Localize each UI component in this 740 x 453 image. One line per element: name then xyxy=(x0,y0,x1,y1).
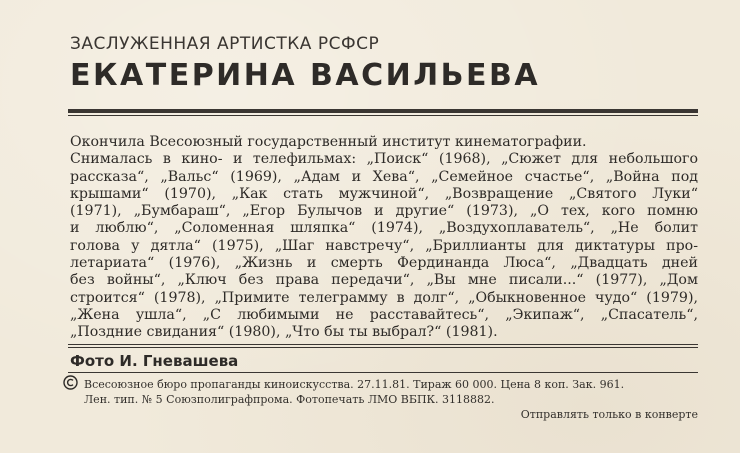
honorary-title: ЗАСЛУЖЕННАЯ АРТИСТКА РСФСР xyxy=(70,34,380,54)
bio-line: Окончила Всесоюзный государственный институт кинематографии. xyxy=(70,134,587,150)
bio-line: и люблю“, „Соломенная шляпка“ (1974), „Воздухоплаватель“, „Не болит xyxy=(70,220,698,237)
imprint-line-printer: Лен. тип. № 5 Союзполиграфпрома. Фотопечать ЛМО ВБПК. 3118882. xyxy=(84,393,495,406)
imprint-line-publisher: Всесоюзное бюро пропаганды киноискусства. 27.11.81. Тираж 60 000. Цена 8 коп. Зак. 961. xyxy=(84,378,625,391)
divider-lower-a xyxy=(68,344,698,345)
bio-line: „Жена ушла“, „С любимыми не расставайтесь“, „Экипаж“, „Спасатель“, xyxy=(70,306,698,323)
divider-thin xyxy=(68,115,698,116)
bio-line: голова у дятла“ (1975), „Шаг навстречу“, „Бриллианты для диктатуры про- xyxy=(70,237,698,254)
bio-line: (1971), „Бумбараш“, „Егор Булычов и другие“ (1973), „О тех, кого помню xyxy=(70,203,698,220)
divider-imprint xyxy=(68,372,698,373)
bio-line: рассказа“, „Вальс“ (1969), „Адам и Хева“, „Семейное счастье“, „Война под xyxy=(70,168,698,185)
divider-lower-b xyxy=(68,347,698,348)
biography xyxy=(70,134,698,342)
bio-line: „Поздние свидания“ (1980), „Что бы ты выбрал?“ (1981). xyxy=(70,324,498,341)
bio-line: Снималась в кино- и телефильмах: „Поиск“ (1968), „Сюжет для небольшого xyxy=(70,151,698,168)
copyright-icon xyxy=(63,375,78,390)
bio-line: строится“ (1978), „Примите телеграмму в долг“, „Обыкновенное чудо“ (1979), xyxy=(70,289,698,306)
bio-line: летариата“ (1976), „Жизнь и смерть Фердинанда Люса“, „Двадцать дней xyxy=(70,255,698,272)
divider-thick xyxy=(68,109,698,113)
photo-credit: Фото И. Гневашева xyxy=(70,352,239,370)
imprint xyxy=(84,377,698,422)
actress-name: ЕКАТЕРИНА ВАСИЛЬЕВА xyxy=(70,58,541,93)
imprint-line-envelope: Отправлять только в конверте xyxy=(520,408,698,421)
bio-line: крышами“ (1970), „Как стать мужчиной“, „Возвращение „Святого Луки“ xyxy=(70,185,698,202)
bio-line: без войны“, „Ключ без права передачи“, „Вы мне писали...“ (1977), „Дом xyxy=(70,272,698,289)
